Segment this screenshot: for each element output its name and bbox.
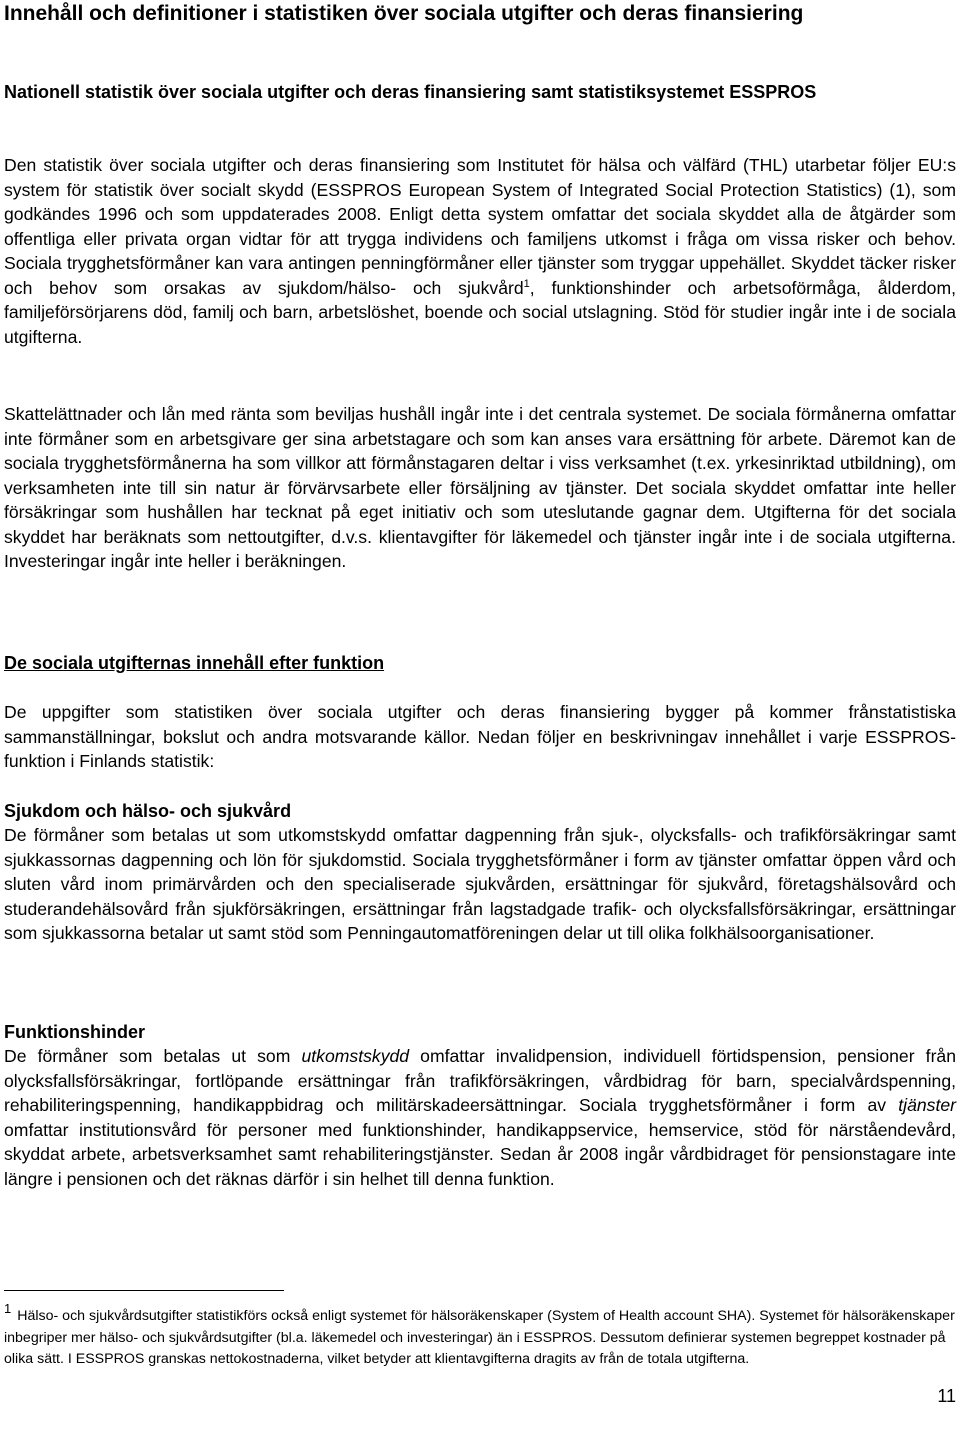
section-intro-paragraph: De uppgifter som statistiken över sociala utgifter och deras finansiering bygger på kommer frånstatistiska sammanställningar, bokslut och andra motsvarande källor. Nedan följer en beskrivningav innehållet i varje ESSPROS-funktion i Finlands statistik: (4, 702, 956, 771)
footnote-mark: 1 (4, 1301, 12, 1316)
section-heading-nationell-statistik: Nationell statistik över sociala utgifter och deras finansiering samt statistiksystemet ESSPROS (4, 82, 817, 102)
intro-paragraph-1-text-cont: , funktionshinder och arbetsoförmåga, ålderdom, familjeförsörjarens död, familj och barn, arbetslöshet, boende och social utslagning. Stöd för studier ingår inte i de sociala utgifterna. (4, 277, 956, 347)
funktionshinder-text-1: De förmåner som betalas ut som (4, 1046, 302, 1066)
subheading-funktionshinder: Funktionshinder (4, 1022, 145, 1042)
footnote-divider (4, 1290, 284, 1291)
footnote-reference: 1 (523, 277, 530, 290)
funktionshinder-text-2: omfattar invalidpension, individuell förtidspension, pensioner från olycksfallsförsäkringar, fortlöpande ersättningar från trafikförsäkringen, vårdbidrag för barn, specialvårdspenning, rehabiliteringspenning, handikappbidrag och militärskadeersättningar. Sociala trygghetsförmåner i form av (4, 1046, 956, 1115)
funktionshinder-italic-tjanster: tjänster (898, 1095, 956, 1115)
page-number: 11 (937, 1386, 956, 1406)
funktionshinder-paragraph (4, 1044, 956, 1191)
funktionshinder-italic-utkomstskydd: utkomstskydd (301, 1046, 410, 1066)
footnote-text: Hälso- och sjukvårdsutgifter statistikförs också enligt systemet för hälsoräkenskaper (System of Health account SHA). Systemet för hälsoräkenskaper inbegriper mer hälso- och sjukvårdsutgifter (bl.a. läkemedel och investeringar) än i ESSPROS. Dessutom definierar systemen begreppet kostnader på olika sätt. I ESSPROS granskas nettokostnaderna, vilket betyder att klientavgifterna dragits av från de totala utgifterna. (4, 1308, 955, 1367)
sjukdom-paragraph: De förmåner som betalas ut som utkomstskydd omfattar dagpenning från sjuk-, olycksfalls- och trafikförsäkringar samt sjukkassornas dagpenning och lön för sjukdomstid. Sociala trygghetsförmåner i form av tjänster omfattar öppen vård och sluten vård inom primärvården och den specialiserade sjukvården, ersättningar för sjukvård, företagshälsovård och studerandehälsovård från sjukförsäkringen, ersättningar från lagstadgade trafik- och olycksfallsförsäkringar, ersättningar som sjukkassorna betalar ut samt stöd som Penningautomatföreningen delar ut till olika folkhälsoorganisationer. (4, 825, 956, 943)
footnote (4, 1298, 956, 1371)
funktionshinder-text-3: omfattar institutionsvård för personer med funktionshinder, handikappservice, hemservice, stöd för närståendevård, skyddat arbete, arbetsverksamhet samt rehabiliteringstjänster. Sedan år 2008 ingår vårdbidraget för pensionstagare inte längre i pensionen och det räknas därför i sin helhet till denna funktion. (4, 1119, 956, 1189)
intro-paragraph-1-text: Den statistik över sociala utgifter och deras finansiering som Institutet för hälsa och välfärd (THL) utarbetar följer EU:s system för statistik över socialt skydd (ESSPROS European System of Integrated Social Protection Statistics) (1), som godkändes 1996 och som uppdaterades 2008. Enligt detta system omfattar det sociala skyddet alla de åtgärder som offentliga eller privata organ vidtar för att trygga individens och familjens utkomst i fråga om vissa risker och behov. Sociala trygghetsförmåner kan vara antingen penningförmåner eller tjänster som tryggar uppehället. Skyddet täcker risker och behov som orsakas av sjukdom/hälso- och sjukvård (4, 155, 956, 298)
intro-paragraph-2: Skattelättnader och lån med ränta som beviljas hushåll ingår inte i det centrala systemet. De sociala förmånerna omfattar inte förmåner som en arbetsgivare ger sina arbetstagare och som kan anses vara ersättning för arbete. Däremot kan de sociala trygghetsförmånerna ha som villkor att förmånstagaren deltar i viss verksamhet (t.ex. yrkesinriktad utbildning), om verksamheten inte till sin natur är förvärvsarbete eller försäljning av tjänster. Det sociala skyddet omfattar inte heller försäkringar som hushållen har tecknat på eget initiativ och som uteslutande gagnar dem. Utgifterna för det sociala skyddet har beräknats som nettoutgifter, d.v.s. klientavgifter för läkemedel och tjänster ingår inte i de sociala utgifterna. Investeringar ingår inte heller i beräkningen. (4, 404, 956, 571)
intro-paragraph-1 (4, 153, 956, 349)
page-title: Innehåll och definitioner i statistiken över sociala utgifter och deras finansiering (4, 2, 804, 25)
subheading-sjukdom: Sjukdom och hälso- och sjukvård (4, 801, 292, 821)
section-heading-funktion: De sociala utgifternas innehåll efter funktion (4, 653, 385, 673)
